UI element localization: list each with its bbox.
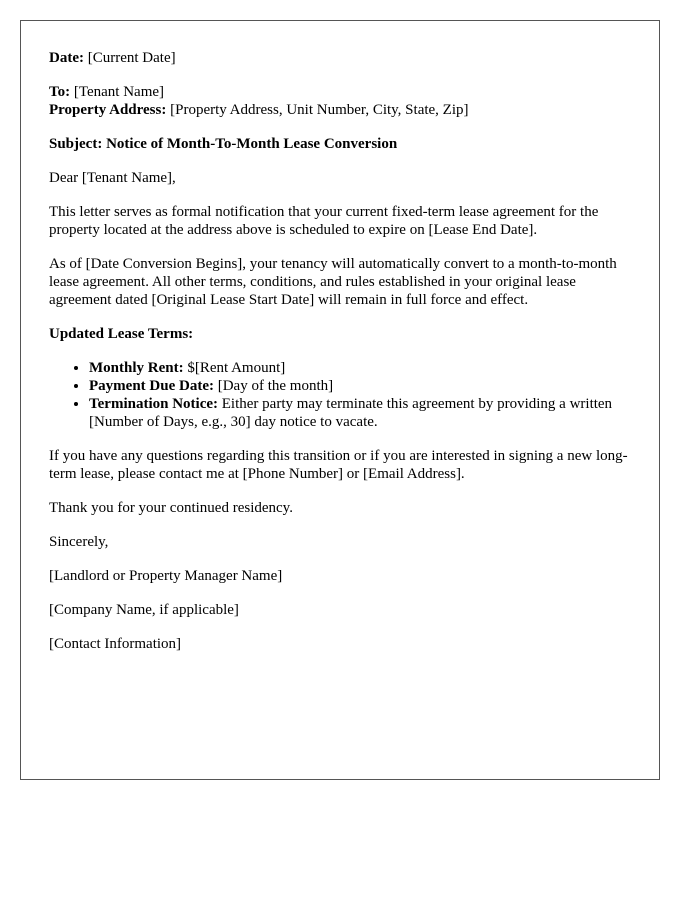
property-address-value: [Property Address, Unit Number, City, State, Zip] (170, 102, 469, 118)
date-line (49, 49, 631, 67)
to-label: To: (49, 84, 71, 100)
paragraph-thanks: Thank you for your continued residency. (49, 500, 293, 516)
signer-company: [Company Name, if applicable] (49, 602, 239, 618)
term-label: Payment Due Date: (89, 378, 214, 394)
signer-name: [Landlord or Property Manager Name] (49, 568, 283, 584)
term-value: $[Rent Amount] (187, 360, 286, 376)
property-address-line (49, 101, 631, 119)
term-label: Termination Notice: (89, 396, 219, 412)
term-label: Monthly Rent: (89, 360, 184, 376)
subject-line (49, 135, 631, 153)
date-value: [Current Date] (87, 50, 176, 66)
paragraph-conversion: As of [Date Conversion Begins], your tenancy will automatically convert to a month-to-month lease agreement. All other terms, conditions, and rules established in your original lease agreement dated [Original Lease Start Date] will remain in full force and effect. (49, 256, 617, 308)
salutation: Dear [Tenant Name], (49, 170, 176, 186)
property-address-label: Property Address: (49, 102, 167, 118)
terms-list (49, 359, 631, 431)
term-value: Either party may terminate this agreement by providing a written [Number of Days, e.g., 30] day notice to vacate. (89, 396, 613, 430)
term-value: [Day of the month] (217, 378, 334, 394)
paragraph-questions: If you have any questions regarding this transition or if you are interested in signing a new long-term lease, please contact me at [Phone Number] or [Email Address]. (49, 448, 628, 482)
signer-contact: [Contact Information] (49, 636, 182, 652)
valediction: Sincerely, (49, 534, 109, 550)
terms-heading (49, 325, 631, 343)
list-item (89, 395, 631, 431)
list-item (89, 377, 631, 395)
date-label: Date: (49, 50, 84, 66)
paragraph-expiration: This letter serves as formal notification that your current fixed-term lease agreement for the property located at the address above is scheduled to expire on [Lease End Date]. (49, 204, 599, 238)
subject-text: Subject: Notice of Month-To-Month Lease Conversion (49, 136, 398, 152)
to-line (49, 83, 631, 101)
to-value: [Tenant Name] (73, 84, 165, 100)
spacer (49, 67, 631, 83)
letter-document (20, 20, 660, 780)
terms-heading-text: Updated Lease Terms: (49, 326, 194, 342)
list-item (89, 359, 631, 377)
